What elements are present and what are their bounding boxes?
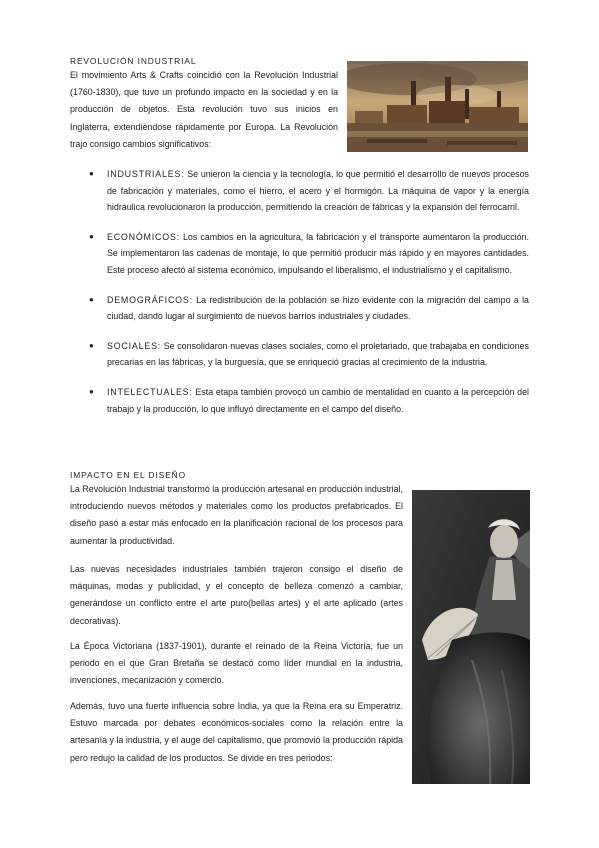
changes-list (87, 166, 529, 417)
bullet-text: Esta etapa también provocó un cambio de mentalidad en cuanto a la percepción del trabajo y la producción, lo que influyó directamente en el campo del diseño. (107, 386, 529, 414)
list-item (87, 229, 529, 279)
list-item (87, 338, 529, 371)
bullet-icon: ● (89, 169, 94, 178)
section-title-revolucion-industrial: REVOLUCIÓN INDUSTRIAL (70, 56, 197, 66)
section-title-impacto-diseno: IMPACTO EN EL DISEÑO (70, 470, 187, 480)
list-item (87, 292, 529, 325)
industrial-factory-painting (347, 61, 528, 152)
bullet-text: La redistribución de la población se hizo evidente con la migración del campo a la ciudad, dando lugar al surgimiento de nuevos barrios industriales y ciudades. (107, 294, 529, 322)
bullet-text: Los cambios en la agricultura, la fabricación y el transporte aumentaron la producción. Se implementaron las cadenas de montaje, lo que permitió producir más rápido y en mayores cantidades. Este proceso afectó al sistema económico, impulsando el liberalismo, el industrialismo y el capitalismo. (107, 231, 529, 275)
bullet-icon: ● (89, 340, 94, 350)
bullet-icon: ● (89, 294, 94, 304)
design-paragraph-3: La Época Victoriana (1837-1901), durante el reinado de la Reina Victoria, fue un periodo en el que Gran Bretaña se destacó como líder mundial en la industria, invenciones, mecanización y comercio. (70, 641, 403, 686)
queen-victoria-photo (412, 490, 530, 784)
design-paragraph-1: La Revolución Industrial transformó la producción artesanal en producción industrial, introduciendo nuevos métodos y materiales como los productos prefabricados. El diseño pasó a estar más enfocado en la planificación racional de los procesos para aumentar la productividad. (70, 484, 403, 546)
bullet-keyword: INTELECTUALES: (107, 386, 193, 397)
bullet-text: Se consolidaron nuevas clases sociales, como el proletariado, que trabajaba en condiciones precarias en las fábricas, y la burguesía, que se enriqueció gracias al crecimiento de la industria. (107, 340, 529, 368)
bullet-keyword: DEMOGRÁFICOS: (107, 294, 193, 305)
factory-illustration (347, 61, 528, 152)
design-paragraph-4: Además, tuvo una fuerte influencia sobre India, ya que la Reina era su Emperatriz. Estuvo marcada por debates económicos-sociales como la relación entre la artesanía y la industria, y el auge del capitalismo, que promovió la producción rápida pero redujo la calidad de los productos. Se divide en tres periodos: (70, 701, 403, 763)
portrait-illustration (412, 490, 530, 784)
intro-paragraph: El movimiento Arts & Crafts coincidió con la Revolución Industrial (1760-1830), que tuvo un profundo impacto en la sociedad y en la producción de objetos. Esta revolución tuvo sus inicios en Inglaterra, extendiéndose rápidamente por Europa. La Revolución trajo consigo cambios significativos: (70, 70, 338, 149)
bullet-keyword: ECONÓMICOS: (107, 231, 180, 242)
bullet-icon: ● (89, 386, 94, 396)
list-item (87, 166, 529, 216)
list-item (87, 384, 529, 417)
bullet-icon: ● (89, 231, 94, 241)
design-paragraph-2: Las nuevas necesidades industriales también trajeron consigo el diseño de máquinas, modas y publicidad, y el concepto de belleza comenzó a cambiar, generándose un conflicto entre el arte puro(bellas artes) y el arte aplicado (artes decorativas). (70, 564, 403, 626)
bullet-text: Se unieron la ciencia y la tecnología, lo que permitió el desarrollo de nuevos procesos de fabricación y materiales, como el hierro, el acero y el hormigón. La máquina de vapor y la energía hidráulica revolucionaron la producción, permitiendo la creación de fábricas y la expansión del ferrocarril. (107, 169, 529, 213)
bullet-keyword: SOCIALES: (107, 340, 162, 351)
bullet-keyword: INDUSTRIALES: (107, 169, 185, 179)
